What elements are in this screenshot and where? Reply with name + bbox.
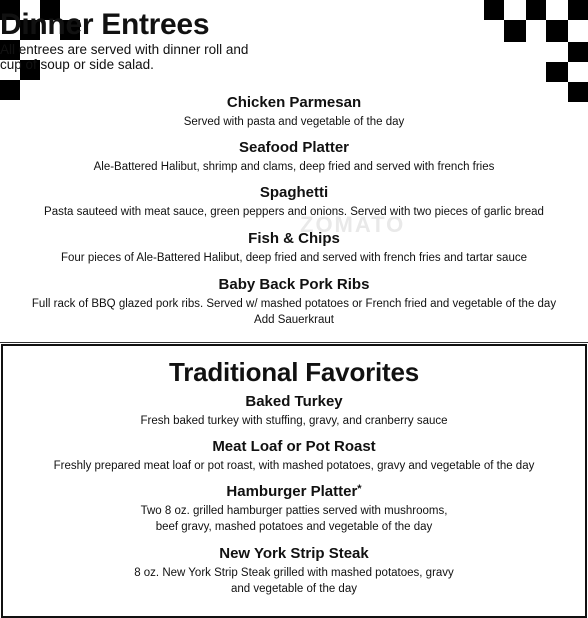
menu-item <box>0 230 588 266</box>
menu-item <box>0 184 588 220</box>
menu-item-desc: Ale-Battered Halibut, shrimp and clams, deep fried and served with french fries <box>93 161 495 173</box>
menu-item <box>0 94 588 130</box>
menu-item-desc: Fresh baked turkey with stuffing, gravy, and cranberry sauce <box>140 415 448 427</box>
asterisk-mark: * <box>357 483 362 495</box>
menu-item <box>0 139 588 175</box>
menu-item-desc: Served with pasta and vegetable of the day <box>183 116 405 128</box>
menu-item-name <box>0 483 588 501</box>
menu-item-name: New York Strip Steak <box>219 545 369 562</box>
menu-item-desc: 8 oz. New York Strip Steak grilled with mashed potatoes, gravy <box>134 567 454 579</box>
menu-item <box>0 393 588 429</box>
menu-item-desc: Full rack of BBQ glazed pork ribs. Served w/ mashed potatoes or French fried and vegetable of the day <box>31 298 557 310</box>
menu-item-desc-extra: Add Sauerkraut <box>254 314 334 326</box>
menu-item-desc: Four pieces of Ale-Battered Halibut, deep fried and served with french fries and tartar sauce <box>60 252 527 264</box>
menu-item-desc-extra: and vegetable of the day <box>231 583 357 595</box>
section-title-dinner: Dinner Entrees <box>0 8 210 41</box>
menu-item-name: Seafood Platter <box>238 139 350 156</box>
menu-item-name: Baked Turkey <box>245 393 343 410</box>
dinner-intro <box>0 42 588 72</box>
watermark: ZOMATO <box>300 212 406 237</box>
menu-item-name: Spaghetti <box>259 184 329 201</box>
menu-item-name: Fish & Chips <box>248 230 340 247</box>
menu-item <box>0 545 588 597</box>
menu-item-desc: Pasta sauteed with meat sauce, green peppers and onions. Served with two pieces of garlic bread <box>44 206 544 218</box>
menu-item <box>0 276 588 328</box>
menu-item-desc: Two 8 oz. grilled hamburger patties served with mushrooms, <box>140 505 448 517</box>
menu-item-name: Baby Back Pork Ribs <box>218 276 370 293</box>
section-title-favorites: Traditional Favorites <box>168 357 420 387</box>
menu-item-name: Meat Loaf or Pot Roast <box>212 438 376 455</box>
menu-item-desc-extra: beef gravy, mashed potatoes and vegetable of the day <box>155 521 433 533</box>
menu-item-name-text: Hamburger Platter <box>226 483 358 500</box>
intro-line-2: cup of soup or side salad. <box>0 57 154 72</box>
menu-item-name: Chicken Parmesan <box>226 94 362 111</box>
menu-item <box>0 438 588 474</box>
menu-item <box>0 483 588 535</box>
menu-item-desc: Freshly prepared meat loaf or pot roast, with mashed potatoes, gravy and vegetable of the day <box>53 460 535 472</box>
intro-line-1: All entrees are served with dinner roll and <box>0 42 249 57</box>
